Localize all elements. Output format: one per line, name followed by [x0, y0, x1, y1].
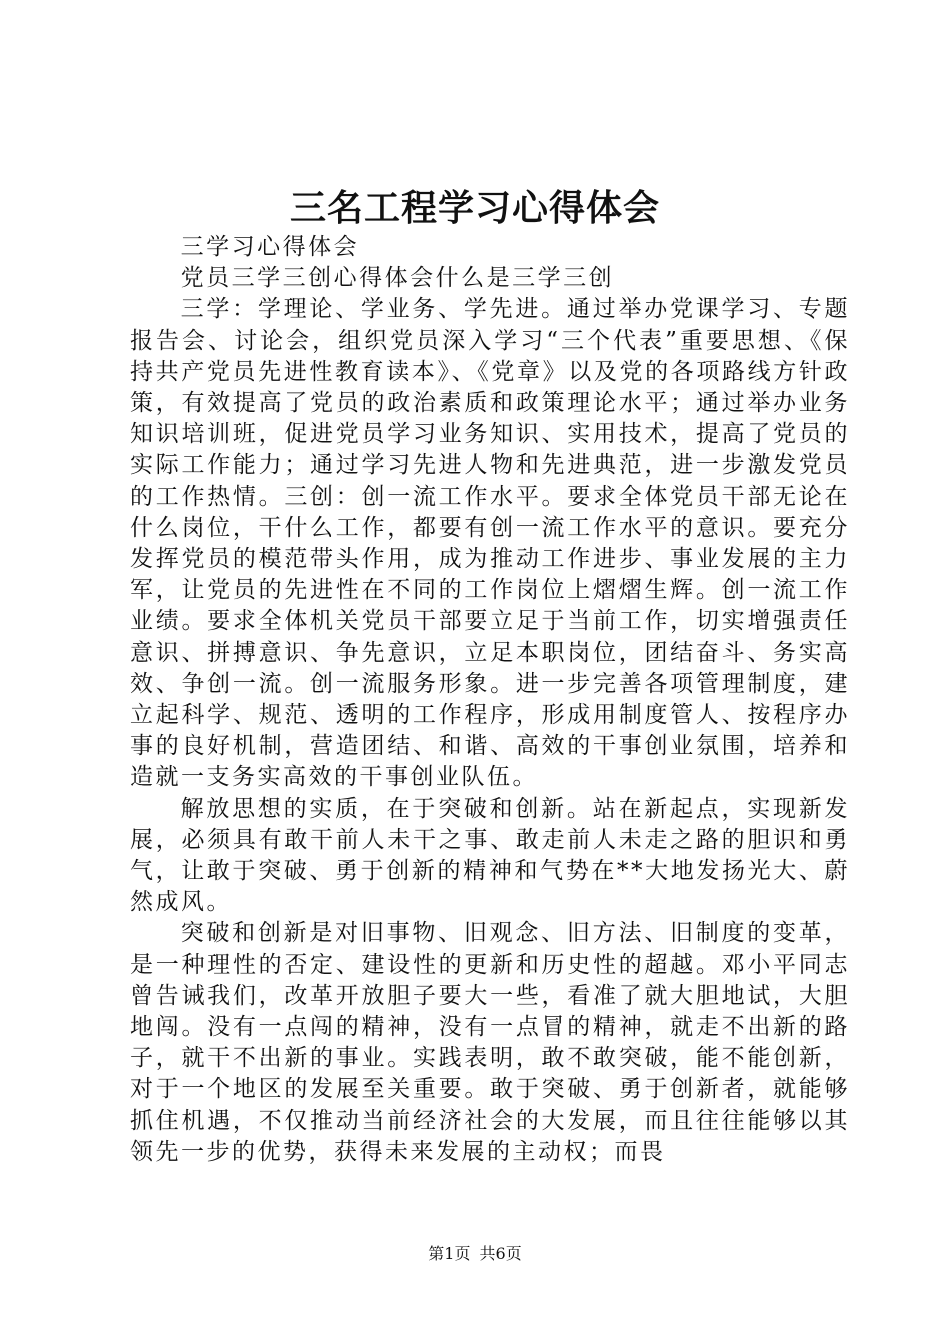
paragraph: 突破和创新是对旧事物、旧观念、旧方法、旧制度的变革，是一种理性的否定、建设性的更新和历史性的超越。邓小平同志曾告诫我们，改革开放胆子要大一些，看准了就大胆地试，大胆地闯。没有一点闯的精神，没有一点冒的精神，就走不出新的路子，就干不出新的事业。实践表明，敢不敢突破，能不能创新，对于一个地区的发展至关重要。敢于突破、勇于创新者，就能够抓住机遇，不仅推动当前经济社会的大发展，而且往往能够以其领先一步的优势，获得未来发展的主动权；而畏 [130, 920, 850, 1165]
document-title: 三名工程学习心得体会 [289, 187, 660, 229]
paragraph: 三学：学理论、学业务、学先进。通过举办党课学习、专题报告会、讨论会，组织党员深入学习“三个代表”重要思想、《保持共产党员先进性教育读本》、《党章》以及党的各项路线方针政策，有效提高了党员的政治素质和政策理论水平；通过举办业务知识培训班，促进党员学习业务知识、实用技术，提高了党员的实际工作能力；通过学习先进人物和先进典范，进一步激发党员的工作热情。三创：创一流工作水平。要求全体党员干部无论在什么岗位，干什么工作，都要有创一流工作水平的意识。要充分发挥党员的模范带头作用，成为推动工作进步、事业发展的主力军，让党员的先进性在不同的工作岗位上熠熠生辉。创一流工作业绩。要求全体机关党员干部要立足于当前工作，切实增强责任意识、拼搏意识、争先意识，立足本职岗位，团结奋斗、务实高效、争创一流。创一流服务形象。进一步完善各项管理制度，建立起科学、规范、透明的工作程序，形成用制度管人、按程序办事的良好机制，营造团结、和谐、高效的干事创业氛围，培养和造就一支务实高效的干事创业队伍。 [130, 296, 850, 791]
page-footer [0, 1243, 950, 1265]
paragraph: 三学习心得体会 [180, 234, 360, 260]
document-body [130, 232, 850, 1168]
paragraph: 解放思想的实质，在于突破和创新。站在新起点，实现新发展，必须具有敢干前人未干之事、敢走前人未走之路的胆识和勇气，让敢于突破、勇于创新的精神和气势在**大地发扬光大、蔚然成风。 [130, 795, 850, 916]
paragraph: 党员三学三创心得体会什么是三学三创 [180, 265, 615, 292]
page-total: 共6页 [479, 1244, 522, 1263]
page-number: 第1页 [428, 1244, 471, 1263]
